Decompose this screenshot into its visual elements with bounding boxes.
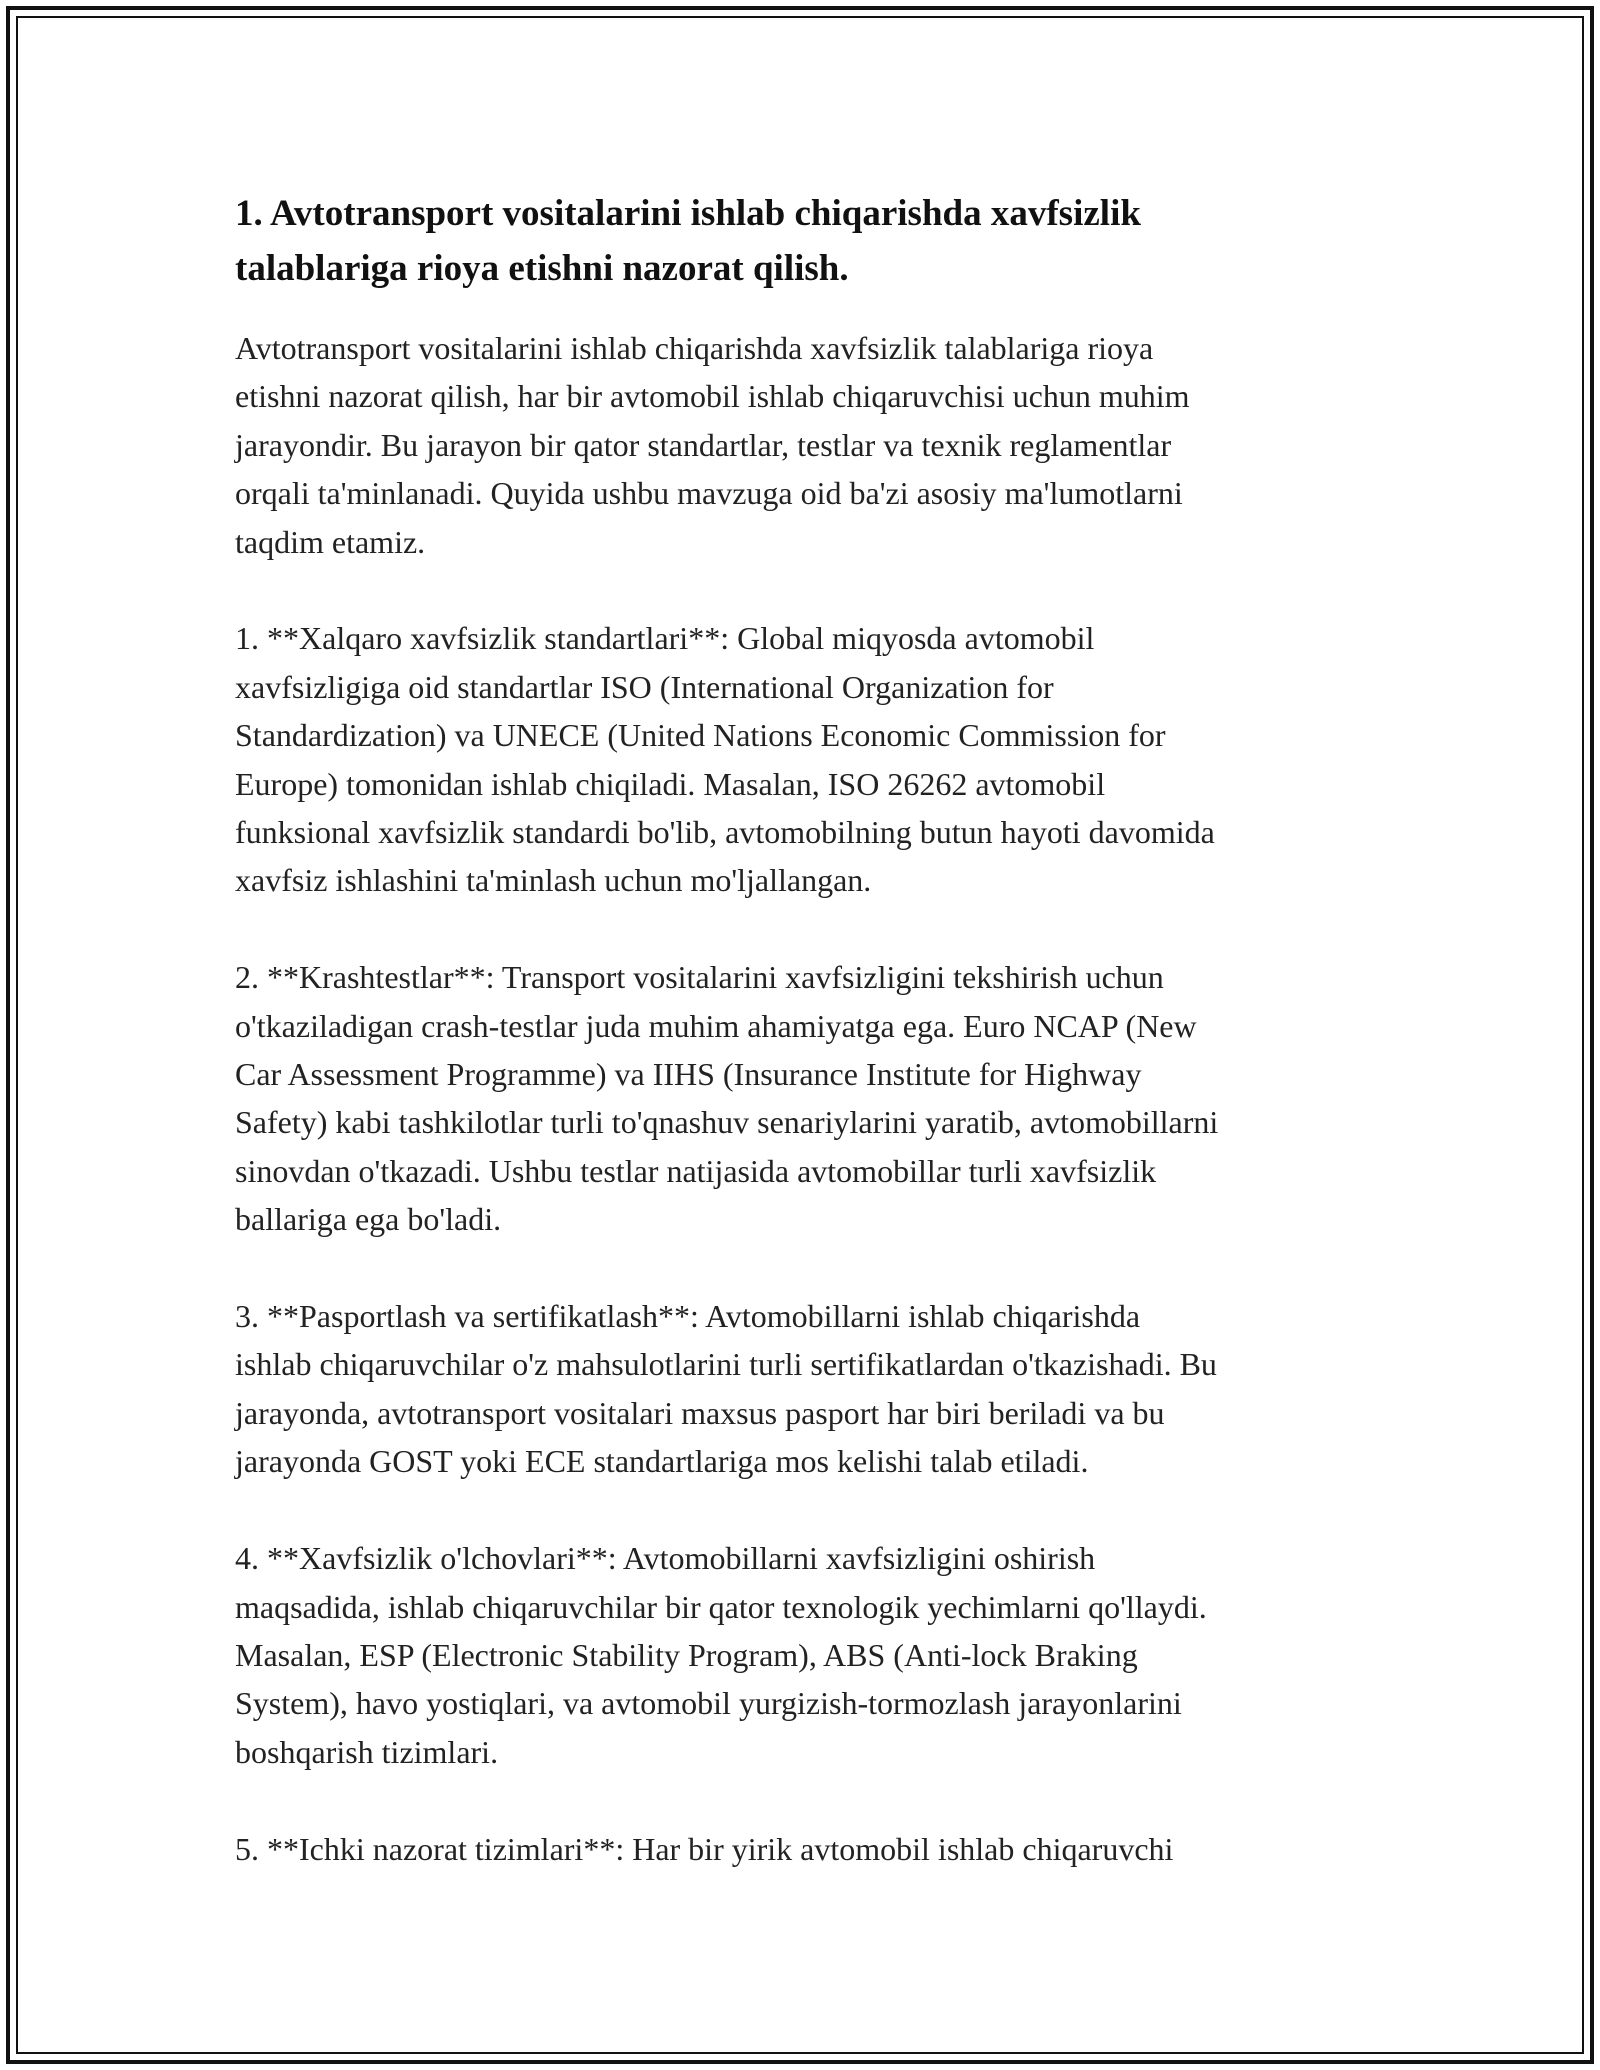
intro-paragraph: Avtotransport vositalarini ishlab chiqarishda xavfsizlik talablariga rioya etishni nazorat qilish, har bir avtomobil ishlab chiqaruvchisi uchun muhim jarayondir. Bu jarayon bir qator standartlar, testlar va texnik reglamentlar orqali ta'minlanadi. Quyida ushbu mavzuga oid ba'zi asosiy ma'lumotlarni taqdim etamiz. [235, 330, 1190, 560]
document-title: 1. Avtotransport vositalarini ishlab chiqarishda xavfsizlik talablariga rioya etishni nazorat qilish. [235, 193, 1141, 289]
document-page [235, 186, 1375, 1873]
list-item-1: 1. **Xalqaro xavfsizlik standartlari**: Global miqyosda avtomobil xavfsizligiga oid standartlar ISO (International Organization for Standardization) va UNECE (United Nations Economic Commission for Europe) tomonidan ishlab chiqiladi. Masalan, ISO 26262 avtomobil funksional xavfsizlik standardi bo'lib, avtomobilning butun hayoti davomida xavfsiz ishlashini ta'minlash uchun mo'ljallangan. [235, 620, 1215, 899]
list-item-3: 3. **Pasportlash va sertifikatlash**: Avtomobillarni ishlab chiqarishda ishlab chiqaruvchilar o'z mahsulotlarini turli sertifikatlardan o'tkazishadi. Bu jarayonda, avtotransport vositalari maxsus pasport har biri beriladi va bu jarayonda GOST yoki ECE standartlariga mos kelishi talab etiladi. [235, 1298, 1217, 1480]
list-item-5: 5. **Ichki nazorat tizimlari**: Har bir yirik avtomobil ishlab chiqaruvchi [235, 1830, 1174, 1867]
list-item-4: 4. **Xavfsizlik o'lchovlari**: Avtomobillarni xavfsizligini oshirish maqsadida, ishlab chiqaruvchilar bir qator texnologik yechimlarni qo'llaydi. Masalan, ESP (Electronic Stability Program), ABS (Anti-lock Braking System), havo yostiqlari, va avtomobil yurgizish-tormozlash jarayonlarini boshqarish tizimlari. [235, 1540, 1207, 1770]
list-item-2: 2. **Krashtestlar**: Transport vositalarini xavfsizligini tekshirish uchun o'tkaziladigan crash-testlar juda muhim ahamiyatga ega. Euro NCAP (New Car Assessment Programme) va IIHS (Insurance Institute for Highway Safety) kabi tashkilotlar turli to'qnashuv senariylarini yaratib, avtomobillarni sinovdan o'tkazadi. Ushbu testlar natijasida avtomobillar turli xavfsizlik ballariga ega bo'ladi. [235, 959, 1219, 1238]
